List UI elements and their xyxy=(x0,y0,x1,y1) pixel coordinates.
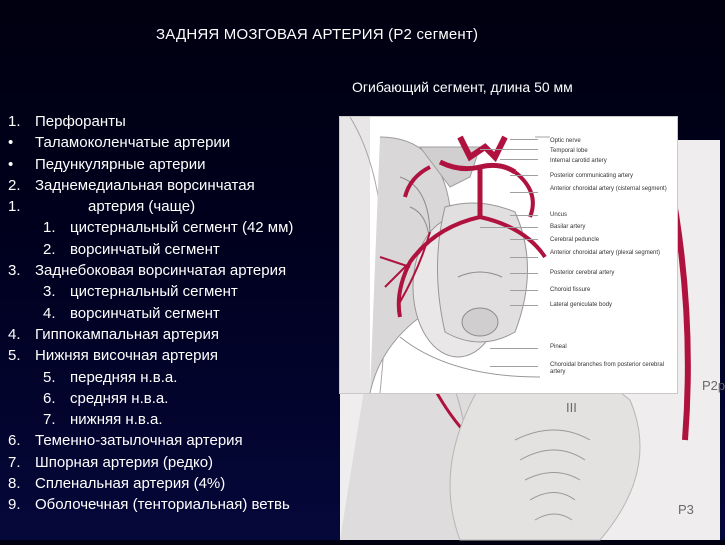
list-text: Заднебоковая ворсинчатая артерия xyxy=(35,262,287,280)
list-item xyxy=(8,324,353,345)
label-p3: P3 xyxy=(678,502,694,517)
list-text: Нижняя височная артерия xyxy=(35,347,218,365)
legend-label: Pineal xyxy=(550,344,567,350)
list-text: Шпорная артерия (редко) xyxy=(35,453,214,471)
list-text: цистернальный сегмент (42 мм) xyxy=(70,219,294,237)
label-iii: III xyxy=(566,400,577,415)
list-item xyxy=(8,260,353,281)
list-text: средняя н.в.а. xyxy=(70,389,169,407)
legend-label: Temporal lobe xyxy=(550,148,588,154)
list-text: ворсинчатый сегмент xyxy=(70,240,220,258)
list-text: Оболочечная (тенториальная) ветвь xyxy=(35,496,290,514)
slide-subtitle: Огибающий сегмент, длина 50 мм xyxy=(352,79,573,95)
list-item xyxy=(8,239,353,260)
list-text: передняя н.в.а. xyxy=(70,368,178,386)
list-marker: 3. xyxy=(8,262,21,280)
legend-label: Internal carotid artery xyxy=(550,158,607,164)
slide-title: ЗАДНЯЯ МОЗГОВАЯ АРТЕРИЯ (Р2 сегмент) xyxy=(156,26,479,43)
legend-label: Anterior choroidal artery (plexal segment) xyxy=(550,250,661,256)
list-text: артерия (чаще) xyxy=(88,198,196,216)
legend-label: Choroid fissure xyxy=(550,287,591,293)
list-text: Теменно-затылочная артерия xyxy=(35,432,243,450)
legend-label: Anterior choroidal artery (cisternal segment) xyxy=(550,186,667,192)
list-item xyxy=(8,132,353,153)
list-text: ворсинчатый сегмент xyxy=(70,304,220,322)
list-item xyxy=(8,345,353,366)
legend-label: Basilar artery xyxy=(550,224,586,230)
list-text: нижняя н.в.а. xyxy=(70,411,163,429)
list-marker: 1. xyxy=(43,219,56,237)
list-item xyxy=(8,303,353,324)
list-item xyxy=(8,111,353,132)
list-item xyxy=(8,196,353,217)
list-marker: 2. xyxy=(43,240,56,258)
legend-label: Uncus xyxy=(550,212,568,218)
list-marker: 6. xyxy=(8,432,21,450)
legend-label: Cerebral peduncle xyxy=(550,237,600,243)
list-item xyxy=(8,175,353,196)
list-text: цистернальный сегмент xyxy=(70,283,238,301)
legend-label: Choroidal branches from posterior cerebral artery xyxy=(550,362,665,375)
list-item xyxy=(8,388,353,409)
list-marker: 4. xyxy=(43,304,56,322)
list-marker: 3. xyxy=(43,283,56,301)
list-marker: 2. xyxy=(8,176,21,194)
list-item xyxy=(8,430,353,451)
list-item xyxy=(8,452,353,473)
branch-list xyxy=(8,111,353,516)
list-item xyxy=(8,281,353,302)
list-text: Заднемедиальная ворсинчатая xyxy=(35,176,255,194)
label-p2p: P2p xyxy=(702,378,725,393)
list-marker: • xyxy=(8,155,14,173)
legend-label: Optic nerve xyxy=(550,138,581,144)
list-text: Педункулярные артерии xyxy=(35,155,206,173)
list-marker: 7. xyxy=(43,411,56,429)
list-text: Гиппокампальная артерия xyxy=(35,325,219,343)
list-text: Таламоколенчатые артерии xyxy=(35,134,231,152)
list-marker: 5. xyxy=(43,368,56,386)
list-marker: 7. xyxy=(8,453,21,471)
list-marker: 5. xyxy=(8,347,21,365)
legend-label: Posterior communicating artery xyxy=(550,173,634,179)
list-item xyxy=(8,473,353,494)
list-marker: 1. xyxy=(8,113,21,130)
list-item xyxy=(8,217,353,238)
legend-label: Posterior cerebral artery xyxy=(550,270,615,276)
legend-label: Lateral geniculate body xyxy=(550,302,613,308)
list-marker: • xyxy=(8,134,14,152)
list-marker: 9. xyxy=(8,496,21,514)
list-item xyxy=(8,494,353,515)
list-text: Перфоранты xyxy=(35,113,126,130)
list-marker: 4. xyxy=(8,325,21,343)
list-marker: 8. xyxy=(8,475,21,493)
list-item xyxy=(8,367,353,388)
list-marker: 6. xyxy=(43,389,56,407)
list-item xyxy=(8,409,353,430)
list-item xyxy=(8,154,353,175)
list-marker: 1. xyxy=(8,198,21,216)
list-text: Спленальная артерия (4%) xyxy=(35,475,226,493)
